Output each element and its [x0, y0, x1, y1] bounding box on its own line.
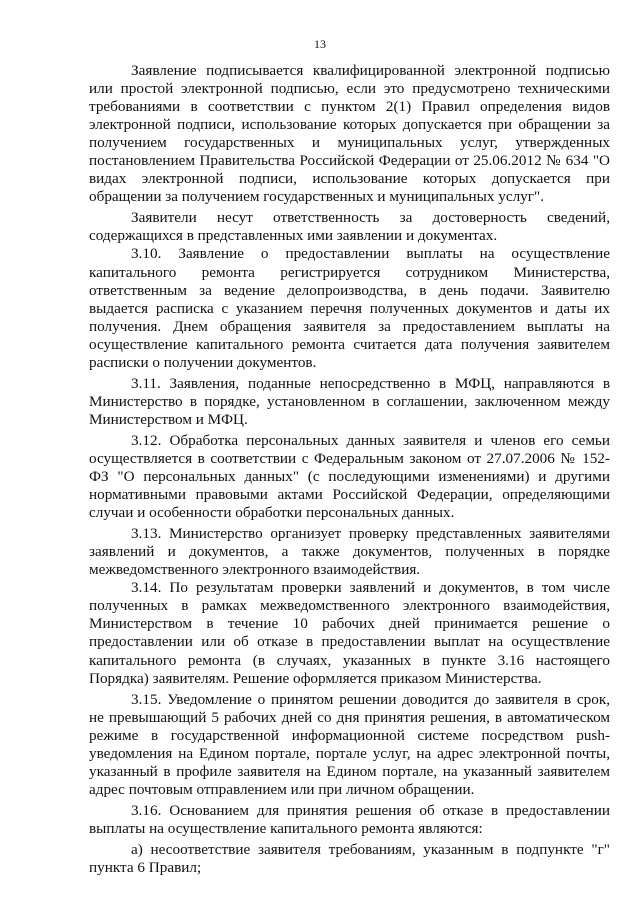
paragraph-3-16-a: а) несоответствие заявителя требованиям, указанным в подпункте "г" пункта 6 Правил; [89, 840, 610, 877]
paragraph-3-14: 3.14. По результатам проверки заявлений и документов, в том числе полученных в рамках межведомственного электронного взаимодействия, Министерством в течение 10 рабочих дней принимается решение о предоставлении или об отказе в предоставлении выплат на осуществление капитального ремонта (в случаях, указанных в пункте 3.16 настоящего Порядка) заявителям. Решение оформляется приказом Министерства. [89, 579, 610, 687]
paragraph-3-12: 3.12. Обработка персональных данных заявителя и членов его семьи осуществляется в соответствии с Федеральным законом от 27.07.2006 № 152-ФЗ "О персональных данных" (с последующими изменениями) и другими нормативными правовыми актами Российской Федерации, определяющими случаи и особенности обработки персональных данных. [89, 431, 610, 522]
paragraph-signature-requirements: Заявление подписывается квалифицированной электронной подписью или простой электронной подписью, если это предусмотрено техническими требованиями в соответствии с пунктом 2(1) Правил определения видов электронной подписи, использование которых допускается при обращении за получением государственных и муниципальных услуг, утвержденных постановлением Правительства Российской Федерации от 25.06.2012 № 634 "О видах электронной подписи, использование которых допускается при обращении за получением государственных и муниципальных услуг". [89, 62, 610, 206]
paragraph-applicant-responsibility: Заявители несут ответственность за достоверность сведений, содержащихся в представленных ими заявлении и документах. [89, 209, 610, 245]
paragraph-3-11: 3.11. Заявления, поданные непосредственно в МФЦ, направляются в Министерство в порядке, установленном в соглашении, заключенном между Министерством и МФЦ. [89, 374, 610, 428]
document-body [89, 62, 610, 877]
paragraph-3-16: 3.16. Основанием для принятия решения об отказе в предоставлении выплаты на осуществление капитального ремонта являются: [89, 801, 610, 837]
paragraph-3-13: 3.13. Министерство организует проверку представленных заявителями заявлений и документов, а также документов, полученных в порядке межведомственного электронного взаимодействия. [89, 525, 610, 579]
paragraph-3-15: 3.15. Уведомление о принятом решении доводится до заявителя в срок, не превышающий 5 рабочих дней со дня принятия решения, в автоматическом режиме в государственной информационной системе посредством push-уведомления на Едином портале, портале услуг, на адрес электронной почты, указанный в профиле заявителя на Едином портале, на указанный заявителем адрес почтовым отправлением или при личном обращении. [89, 690, 610, 798]
page-number: 13 [314, 37, 326, 51]
paragraph-3-10: 3.10. Заявление о предоставлении выплаты на осуществление капитального ремонта регистрируется сотрудником Министерства, ответственным за ведение делопроизводства, в день подачи. Заявителю выдается расписка с указанием перечня полученных документов и даты их получения. Днем обращения заявителя за предоставлением выплаты на осуществление капитального ремонта считается дата получения заявителем расписки о получении документов. [89, 245, 610, 371]
